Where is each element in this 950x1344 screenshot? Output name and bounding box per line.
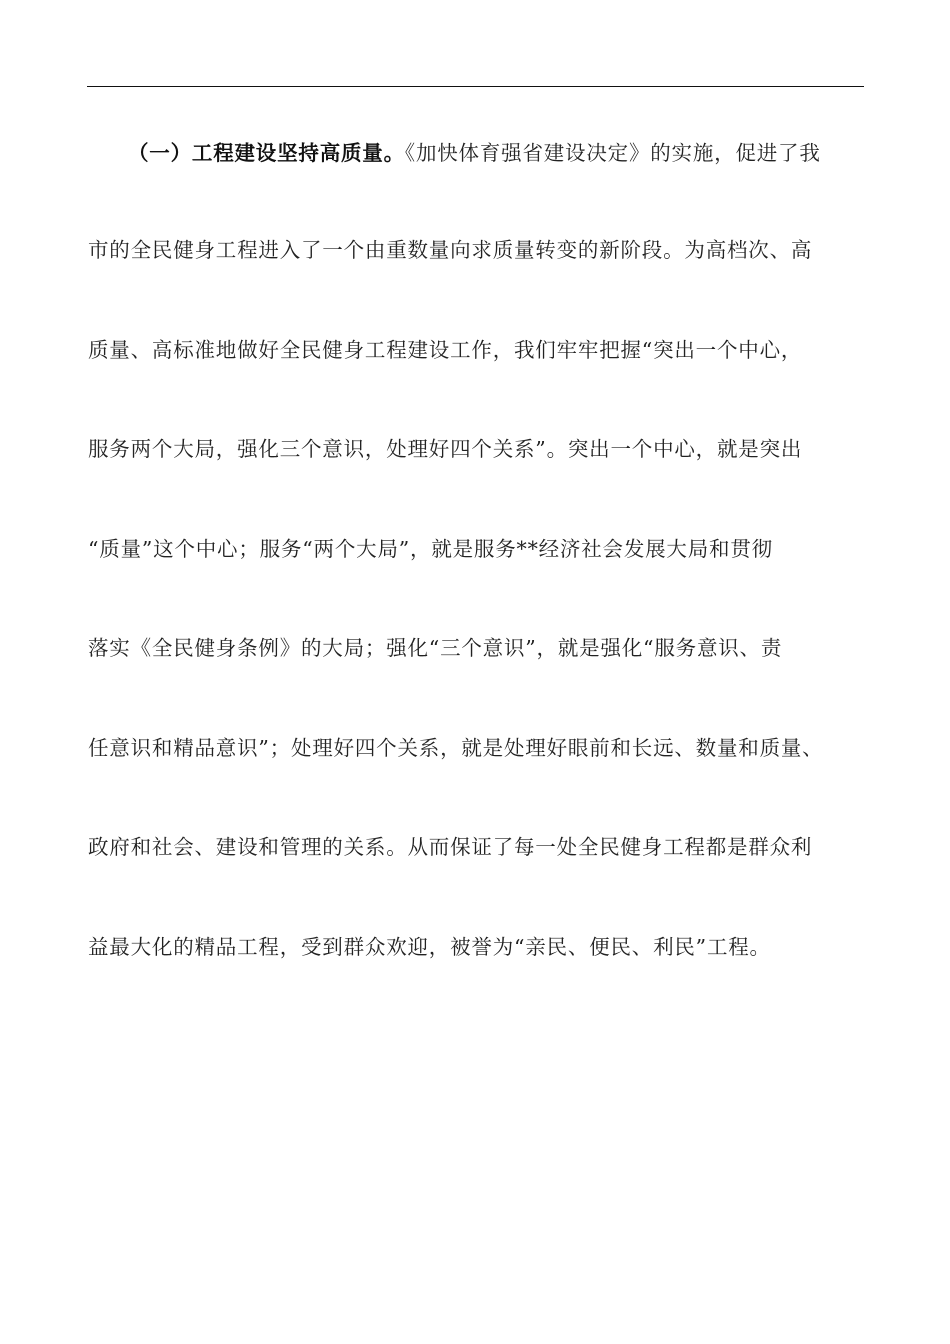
paragraph-line-4: 服务两个大局，强化三个意识，处理好四个关系”。突出一个中心，就是突出: [88, 437, 803, 461]
paragraph-line-8: 政府和社会、建设和管理的关系。从而保证了每一处全民健身工程都是群众利: [88, 835, 813, 859]
paragraph-line-5: “质量”这个中心；服务“两个大局”，就是服务**经济社会发展大局和贯彻: [88, 537, 773, 561]
header-rule: [87, 86, 864, 87]
paragraph-line-7: 任意识和精品意识”；处理好四个关系，就是处理好眼前和长远、数量和质量、: [88, 736, 824, 760]
paragraph-line-2: 市的全民健身工程进入了一个由重数量向求质量转变的新阶段。为高档次、高: [88, 238, 813, 262]
paragraph-line-3: 质量、高标准地做好全民健身工程建设工作，我们牢牢把握“突出一个中心，: [88, 338, 803, 362]
paragraph-line-1: [128, 133, 918, 173]
paragraph-line-6: 落实《全民健身条例》的大局；强化“三个意识”，就是强化“服务意识、责: [88, 636, 783, 660]
section-heading: （一）工程建设坚持高质量。: [128, 141, 405, 165]
paragraph-line-9: 益最大化的精品工程，受到群众欢迎，被誉为“亲民、便民、利民”工程。: [88, 935, 771, 959]
line-text: 《加快体育强省建设决定》的实施，促进了我: [404, 141, 821, 165]
